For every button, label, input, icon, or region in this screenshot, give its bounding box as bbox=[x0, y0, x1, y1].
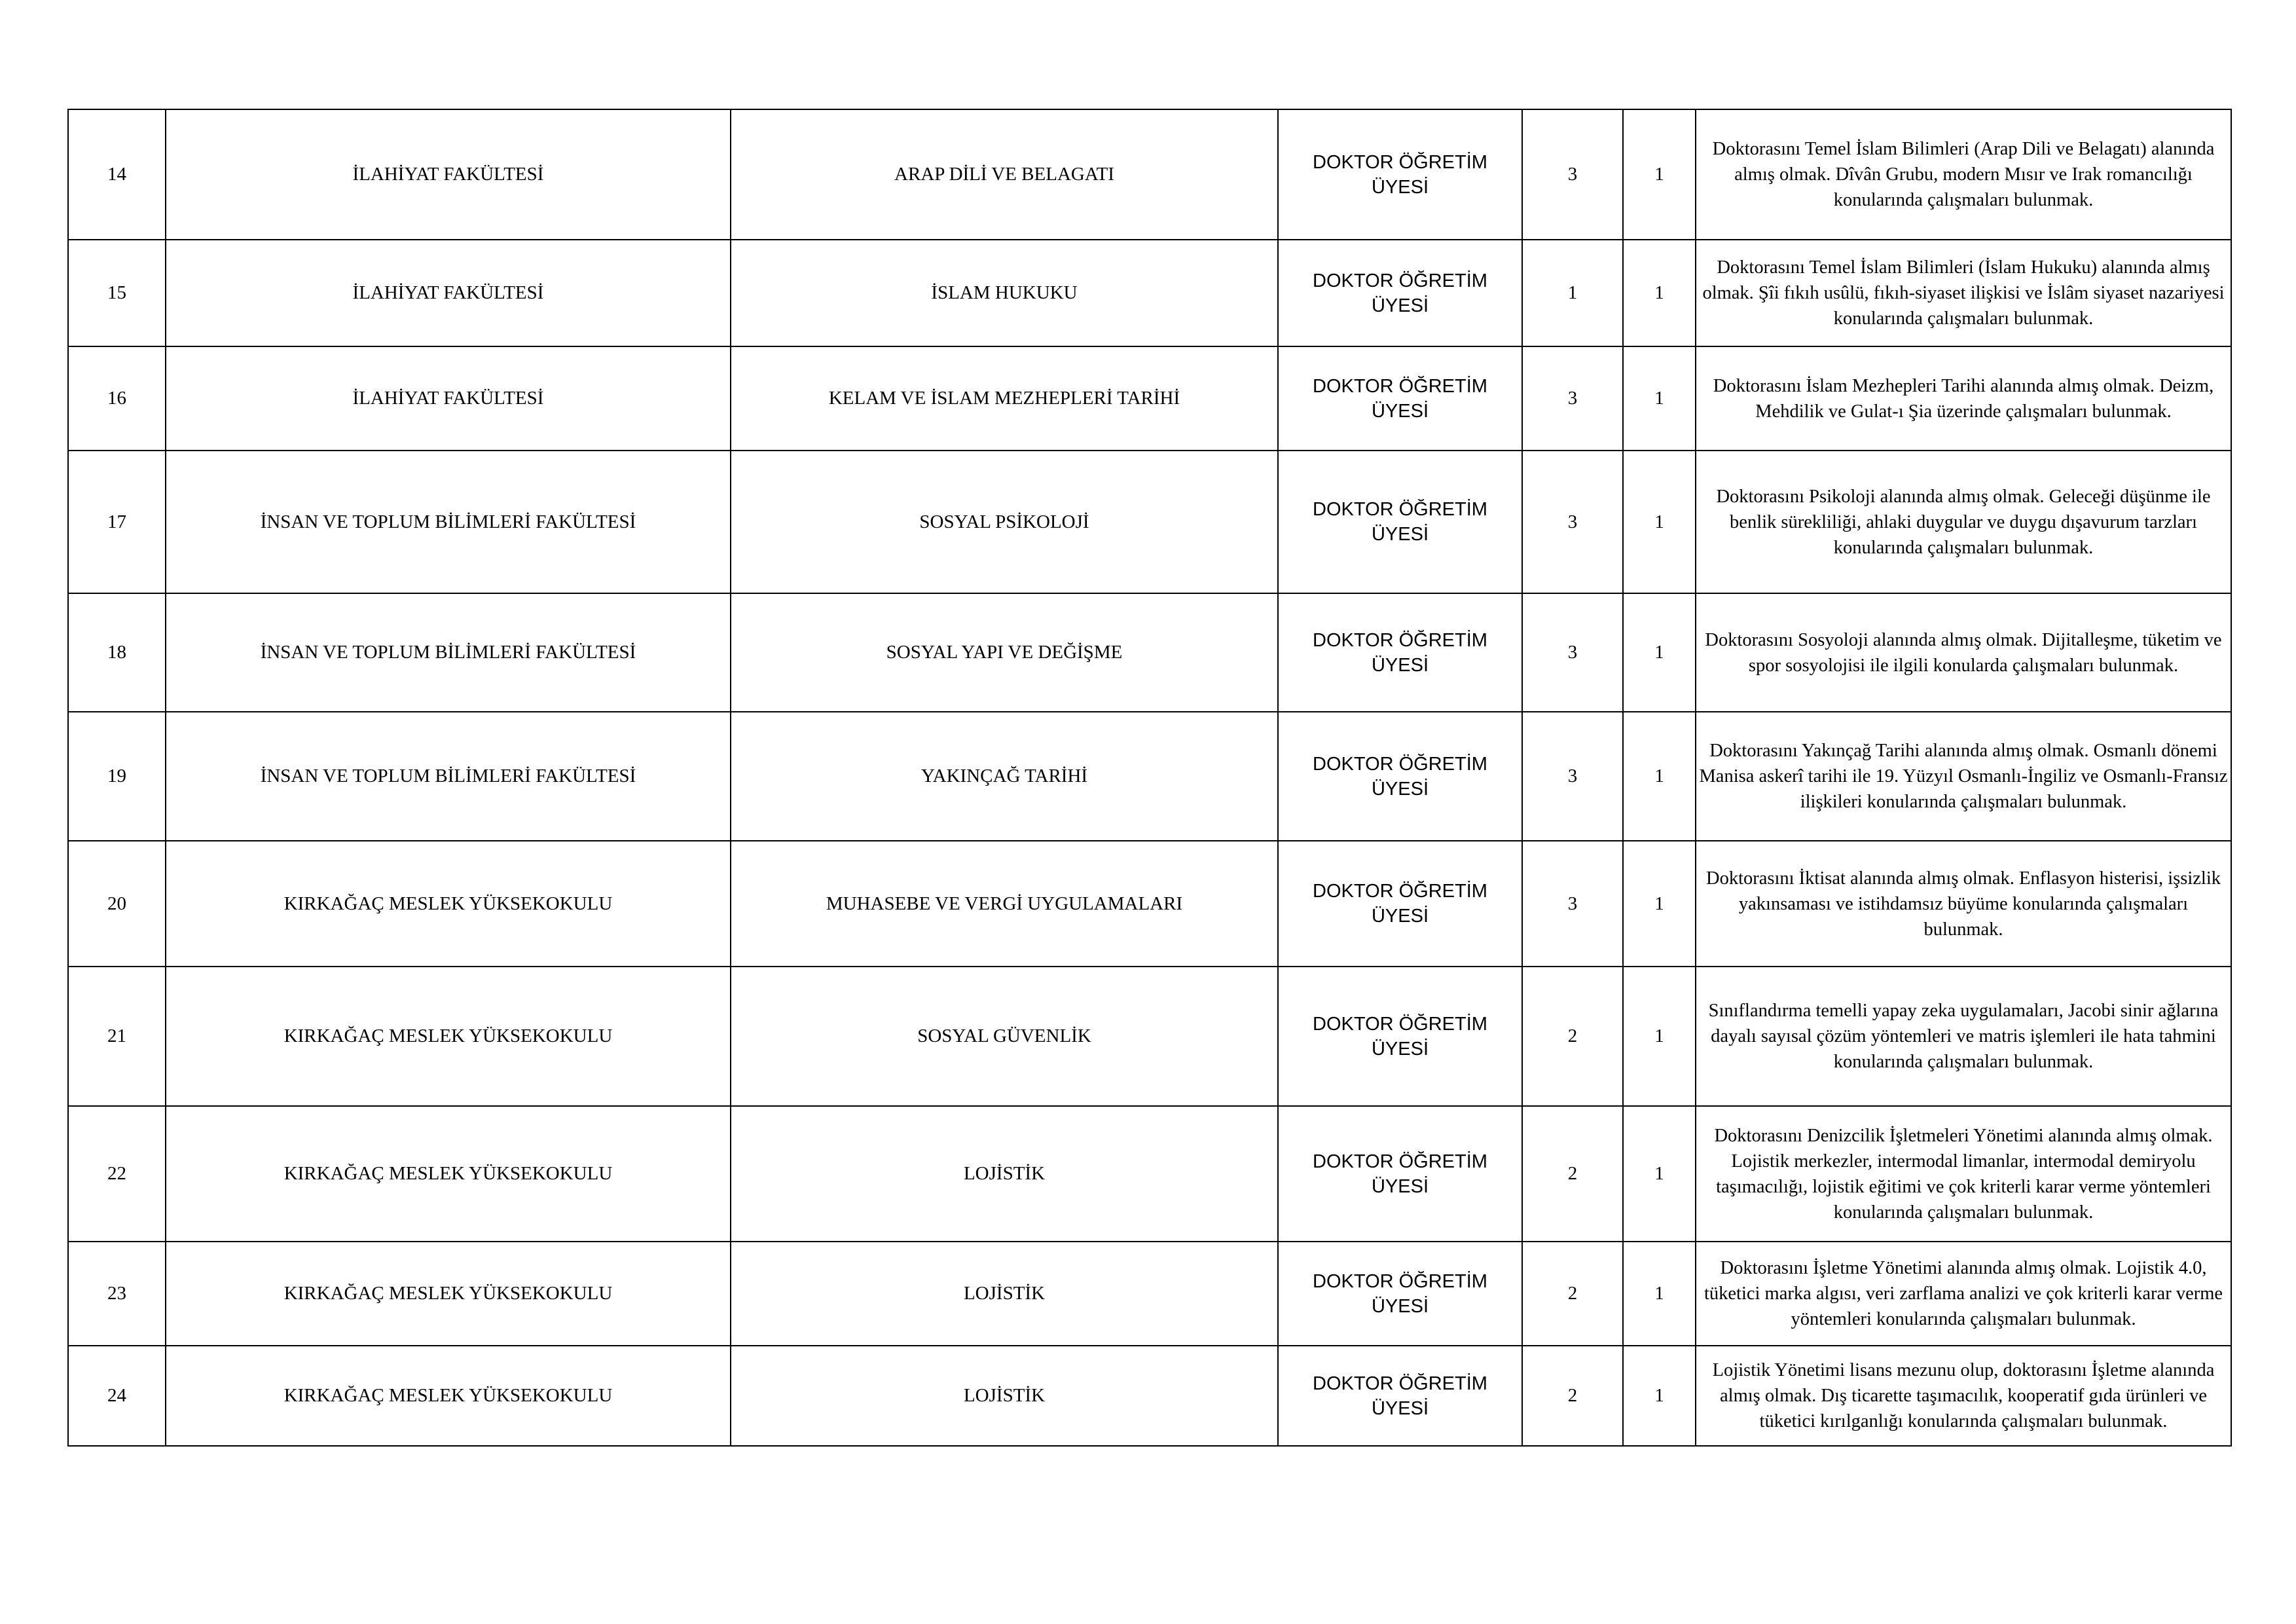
position-count: 1 bbox=[1623, 346, 1696, 451]
unit-name: KIRKAĞAÇ MESLEK YÜKSEKOKULU bbox=[166, 1346, 731, 1446]
academic-title: DOKTOR ÖĞRETİM ÜYESİ bbox=[1278, 1106, 1522, 1242]
position-count: 1 bbox=[1623, 841, 1696, 967]
faculty-positions-table bbox=[67, 109, 2232, 1447]
table-body bbox=[68, 109, 2231, 1446]
requirements: Doktorasını İşletme Yönetimi alanında almış olmak. Lojistik 4.0, tüketici marka algısı, veri zarflama analizi ve çok kriterli karar verme yöntemleri konularında çalışmaları bulunmak. bbox=[1696, 1242, 2231, 1346]
requirements: Doktorasını İslam Mezhepleri Tarihi alanında almış olmak. Deizm, Mehdilik ve Gulat-ı Şia üzerinde çalışmaları bulunmak. bbox=[1696, 346, 2231, 451]
unit-name: İLAHİYAT FAKÜLTESİ bbox=[166, 240, 731, 346]
academic-title: DOKTOR ÖĞRETİM ÜYESİ bbox=[1278, 841, 1522, 967]
unit-name: KIRKAĞAÇ MESLEK YÜKSEKOKULU bbox=[166, 1242, 731, 1346]
academic-title: DOKTOR ÖĞRETİM ÜYESİ bbox=[1278, 109, 1522, 240]
unit-name: İLAHİYAT FAKÜLTESİ bbox=[166, 109, 731, 240]
position-count: 1 bbox=[1623, 1242, 1696, 1346]
degree: 3 bbox=[1522, 712, 1623, 841]
requirements: Sınıflandırma temelli yapay zeka uygulamaları, Jacobi sinir ağlarına dayalı sayısal çözüm yöntemleri ve matris işlemleri ile hata tahmini konularında çalışmaları bulunmak. bbox=[1696, 967, 2231, 1106]
department-name: SOSYAL YAPI VE DEĞİŞME bbox=[731, 593, 1278, 712]
academic-title: DOKTOR ÖĞRETİM ÜYESİ bbox=[1278, 1242, 1522, 1346]
unit-name: KIRKAĞAÇ MESLEK YÜKSEKOKULU bbox=[166, 841, 731, 967]
requirements: Lojistik Yönetimi lisans mezunu olup, doktorasını İşletme alanında almış olmak. Dış ticarette taşımacılık, kooperatif gıda ürünleri ve tüketici kırılganlığı konularında çalışmaları bulunmak. bbox=[1696, 1346, 2231, 1446]
academic-title: DOKTOR ÖĞRETİM ÜYESİ bbox=[1278, 346, 1522, 451]
row-number: 18 bbox=[68, 593, 166, 712]
row-number: 17 bbox=[68, 451, 166, 593]
unit-name: İNSAN VE TOPLUM BİLİMLERİ FAKÜLTESİ bbox=[166, 593, 731, 712]
degree: 1 bbox=[1522, 240, 1623, 346]
department-name: LOJİSTİK bbox=[731, 1106, 1278, 1242]
row-number: 20 bbox=[68, 841, 166, 967]
table-row bbox=[68, 1242, 2231, 1346]
row-number: 23 bbox=[68, 1242, 166, 1346]
degree: 2 bbox=[1522, 1346, 1623, 1446]
table-row bbox=[68, 1346, 2231, 1446]
department-name: LOJİSTİK bbox=[731, 1346, 1278, 1446]
row-number: 22 bbox=[68, 1106, 166, 1242]
department-name: ARAP DİLİ VE BELAGATI bbox=[731, 109, 1278, 240]
position-count: 1 bbox=[1623, 593, 1696, 712]
department-name: KELAM VE İSLAM MEZHEPLERİ TARİHİ bbox=[731, 346, 1278, 451]
position-count: 1 bbox=[1623, 451, 1696, 593]
degree: 3 bbox=[1522, 346, 1623, 451]
table-row bbox=[68, 451, 2231, 593]
row-number: 21 bbox=[68, 967, 166, 1106]
requirements: Doktorasını Yakınçağ Tarihi alanında almış olmak. Osmanlı dönemi Manisa askerî tarihi ile 19. Yüzyıl Osmanlı-İngiliz ve Osmanlı-Fransız ilişkileri konularında çalışmaları bulunmak. bbox=[1696, 712, 2231, 841]
degree: 2 bbox=[1522, 1106, 1623, 1242]
academic-title: DOKTOR ÖĞRETİM ÜYESİ bbox=[1278, 240, 1522, 346]
row-number: 16 bbox=[68, 346, 166, 451]
unit-name: İNSAN VE TOPLUM BİLİMLERİ FAKÜLTESİ bbox=[166, 451, 731, 593]
table-row bbox=[68, 593, 2231, 712]
position-count: 1 bbox=[1623, 1106, 1696, 1242]
degree: 3 bbox=[1522, 109, 1623, 240]
requirements: Doktorasını Temel İslam Bilimleri (İslam Hukuku) alanında almış olmak. Şîi fıkıh usûlü, fıkıh-siyaset ilişkisi ve İslâm siyaset nazariyesi konularında çalışmaları bulunmak. bbox=[1696, 240, 2231, 346]
unit-name: KIRKAĞAÇ MESLEK YÜKSEKOKULU bbox=[166, 1106, 731, 1242]
table-row bbox=[68, 1106, 2231, 1242]
unit-name: İLAHİYAT FAKÜLTESİ bbox=[166, 346, 731, 451]
degree: 2 bbox=[1522, 967, 1623, 1106]
row-number: 15 bbox=[68, 240, 166, 346]
academic-title: DOKTOR ÖĞRETİM ÜYESİ bbox=[1278, 1346, 1522, 1446]
position-count: 1 bbox=[1623, 109, 1696, 240]
academic-title: DOKTOR ÖĞRETİM ÜYESİ bbox=[1278, 967, 1522, 1106]
degree: 3 bbox=[1522, 451, 1623, 593]
degree: 2 bbox=[1522, 1242, 1623, 1346]
department-name: MUHASEBE VE VERGİ UYGULAMALARI bbox=[731, 841, 1278, 967]
unit-name: KIRKAĞAÇ MESLEK YÜKSEKOKULU bbox=[166, 967, 731, 1106]
table-row bbox=[68, 240, 2231, 346]
row-number: 14 bbox=[68, 109, 166, 240]
table-row bbox=[68, 712, 2231, 841]
unit-name: İNSAN VE TOPLUM BİLİMLERİ FAKÜLTESİ bbox=[166, 712, 731, 841]
staff-announcement-sheet bbox=[67, 109, 2231, 1447]
table-row bbox=[68, 841, 2231, 967]
table-row bbox=[68, 967, 2231, 1106]
academic-title: DOKTOR ÖĞRETİM ÜYESİ bbox=[1278, 593, 1522, 712]
degree: 3 bbox=[1522, 841, 1623, 967]
department-name: SOSYAL GÜVENLİK bbox=[731, 967, 1278, 1106]
department-name: LOJİSTİK bbox=[731, 1242, 1278, 1346]
table-row bbox=[68, 346, 2231, 451]
department-name: YAKINÇAĞ TARİHİ bbox=[731, 712, 1278, 841]
requirements: Doktorasını Psikoloji alanında almış olmak. Geleceği düşünme ile benlik sürekliliği, ahlaki duygular ve duygu dışavurum tarzları konularında çalışmaları bulunmak. bbox=[1696, 451, 2231, 593]
position-count: 1 bbox=[1623, 1346, 1696, 1446]
department-name: SOSYAL PSİKOLOJİ bbox=[731, 451, 1278, 593]
requirements: Doktorasını Sosyoloji alanında almış olmak. Dijitalleşme, tüketim ve spor sosyolojisi ile ilgili konularda çalışmaları bulunmak. bbox=[1696, 593, 2231, 712]
position-count: 1 bbox=[1623, 967, 1696, 1106]
table-row bbox=[68, 109, 2231, 240]
row-number: 19 bbox=[68, 712, 166, 841]
position-count: 1 bbox=[1623, 712, 1696, 841]
degree: 3 bbox=[1522, 593, 1623, 712]
position-count: 1 bbox=[1623, 240, 1696, 346]
academic-title: DOKTOR ÖĞRETİM ÜYESİ bbox=[1278, 451, 1522, 593]
academic-title: DOKTOR ÖĞRETİM ÜYESİ bbox=[1278, 712, 1522, 841]
requirements: Doktorasını İktisat alanında almış olmak. Enflasyon histerisi, işsizlik yakınsaması ve istihdamsız büyüme konularında çalışmaları bulunmak. bbox=[1696, 841, 2231, 967]
requirements: Doktorasını Temel İslam Bilimleri (Arap Dili ve Belagatı) alanında almış olmak. Dîvân Grubu, modern Mısır ve Irak romancılığı konularında çalışmaları bulunmak. bbox=[1696, 109, 2231, 240]
department-name: İSLAM HUKUKU bbox=[731, 240, 1278, 346]
requirements: Doktorasını Denizcilik İşletmeleri Yönetimi alanında almış olmak. Lojistik merkezler, intermodal limanlar, intermodal demiryolu taşımacılığı, lojistik eğitimi ve çok kriterli karar verme yöntemleri konularında çalışmaları bulunmak. bbox=[1696, 1106, 2231, 1242]
row-number: 24 bbox=[68, 1346, 166, 1446]
